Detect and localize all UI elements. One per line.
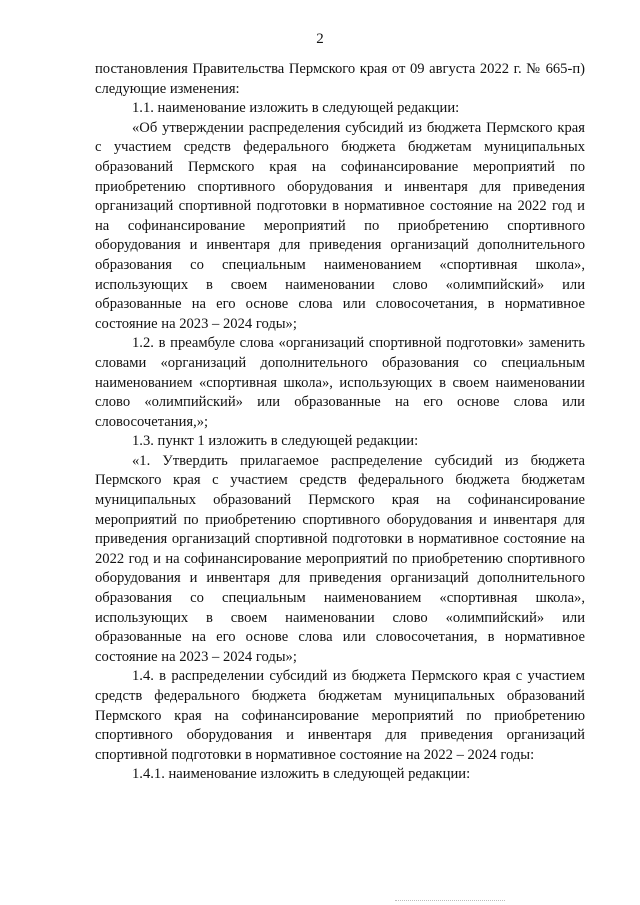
document-body — [95, 60, 585, 785]
paragraph-title-quote: «Об утверждении распределения субсидий из бюджета Пермского края с участием средств федерального бюджета бюджетам муниципальных образований Пермского края на софинансирование мероприятий по приобретению спортивного оборудования и инвентаря для приведения организаций спортивной подготовки в нормативное состояние на 2022 год и на софинансирование мероприятий по приобретению спортивного оборудования и инвентаря для приведения организаций дополнительного образования со специальным наименованием «спортивная школа», использующих в своем наименовании слово «олимпийский» или образованные на его основе слова или словосочетания, в нормативное состояние на 2023 – 2024 годы»; — [95, 119, 585, 332]
paragraph-1-1: 1.1. наименование изложить в следующей редакции: — [132, 100, 460, 117]
paragraph-1-4-1: 1.4.1. наименование изложить в следующей редакции: — [132, 766, 471, 783]
paragraph-1-3: 1.3. пункт 1 изложить в следующей редакции: — [132, 433, 419, 450]
paragraph-1-2: 1.2. в преамбуле слова «организаций спортивной подготовки» заменить словами «организаций дополнительного образования со специальным наименованием «спортивная школа», использующих в своем наименовании слово «олимпийский» или образованные на его основе слова или словосочетания,»; — [95, 335, 585, 430]
paragraph-continuation: постановления Правительства Пермского края от 09 августа 2022 г. № 665-п) следующие изменения: — [95, 61, 585, 97]
paragraph-1-4: 1.4. в распределении субсидий из бюджета Пермского края с участием средств федерального бюджета бюджетам муниципальных образований Пермского края на софинансирование мероприятий по приобретению спортивного оборудования и инвентаря для приведения организаций спортивной подготовки в нормативное состояние на 2022 – 2024 годы: — [95, 668, 585, 763]
paragraph-point-1-quote: «1. Утвердить прилагаемое распределение субсидий из бюджета Пермского края с участием средств федерального бюджета бюджетам муниципальных образований Пермского края на софинансирование мероприятий по приобретению спортивного оборудования и инвентаря для приведения организаций спортивной подготовки в нормативное состояние на 2022 год и на софинансирование мероприятий по приобретению спортивного оборудования и инвентаря для приведения организаций дополнительного образования со специальным наименованием «спортивная школа», использующих в своем наименовании слово «олимпийский» или образованные на его основе слова или словосочетания, в нормативное состояние на 2023 – 2024 годы»; — [95, 452, 585, 665]
scan-artifact — [395, 899, 505, 901]
page-number: 2 — [316, 31, 324, 47]
